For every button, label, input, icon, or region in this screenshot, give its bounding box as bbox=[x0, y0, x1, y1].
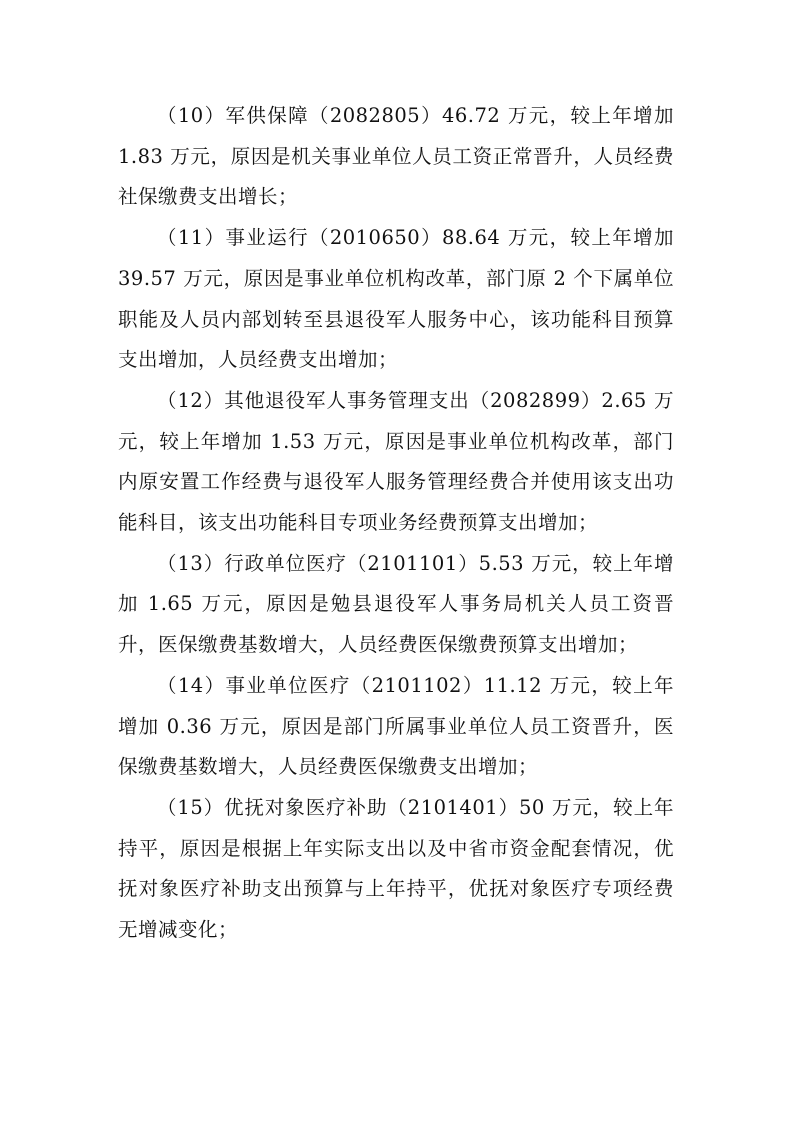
paragraph-item-14: （14）事业单位医疗（2101102）11.12 万元，较上年增加 0.36 万元，原因是部门所属事业单位人员工资晋升，医保缴费基数增大，人员经费医保缴费支出增加； bbox=[118, 673, 674, 779]
paragraph-item-13: （13）行政单位医疗（2101101）5.53 万元，较上年增加 1.65 万元，原因是勉县退役军人事务局机关人员工资晋升，医保缴费基数增大，人员经费医保缴费预算支出增加； bbox=[118, 551, 674, 657]
paragraph-item-15: （15）优抚对象医疗补助（2101401）50 万元，较上年持平，原因是根据上年实际支出以及中省市资金配套情况，优抚对象医疗补助支出预算与上年持平，优抚对象医疗专项经费无增减变化； bbox=[118, 795, 674, 942]
paragraph-item-12: （12）其他退役军人事务管理支出（2082899）2.65 万元，较上年增加 1.53 万元，原因是事业单位机构改革，部门内原安置工作经费与退役军人服务管理经费合并使用该支出功能科目，该支出功能科目专项业务经费预算支出增加； bbox=[118, 388, 674, 535]
paragraph-item-10: （10）军供保障（2082805）46.72 万元，较上年增加 1.83 万元，原因是机关事业单位人员工资正常晋升，人员经费社保缴费支出增长； bbox=[118, 104, 674, 209]
paragraph-item-11: （11）事业运行（2010650）88.64 万元，较上年增加 39.57 万元，原因是事业单位机构改革，部门原 2 个下属单位职能及人员内部划转至县退役军人服务中心，该功能科目预算支出增加，人员经费支出增加； bbox=[118, 226, 674, 372]
document-body bbox=[118, 96, 674, 951]
